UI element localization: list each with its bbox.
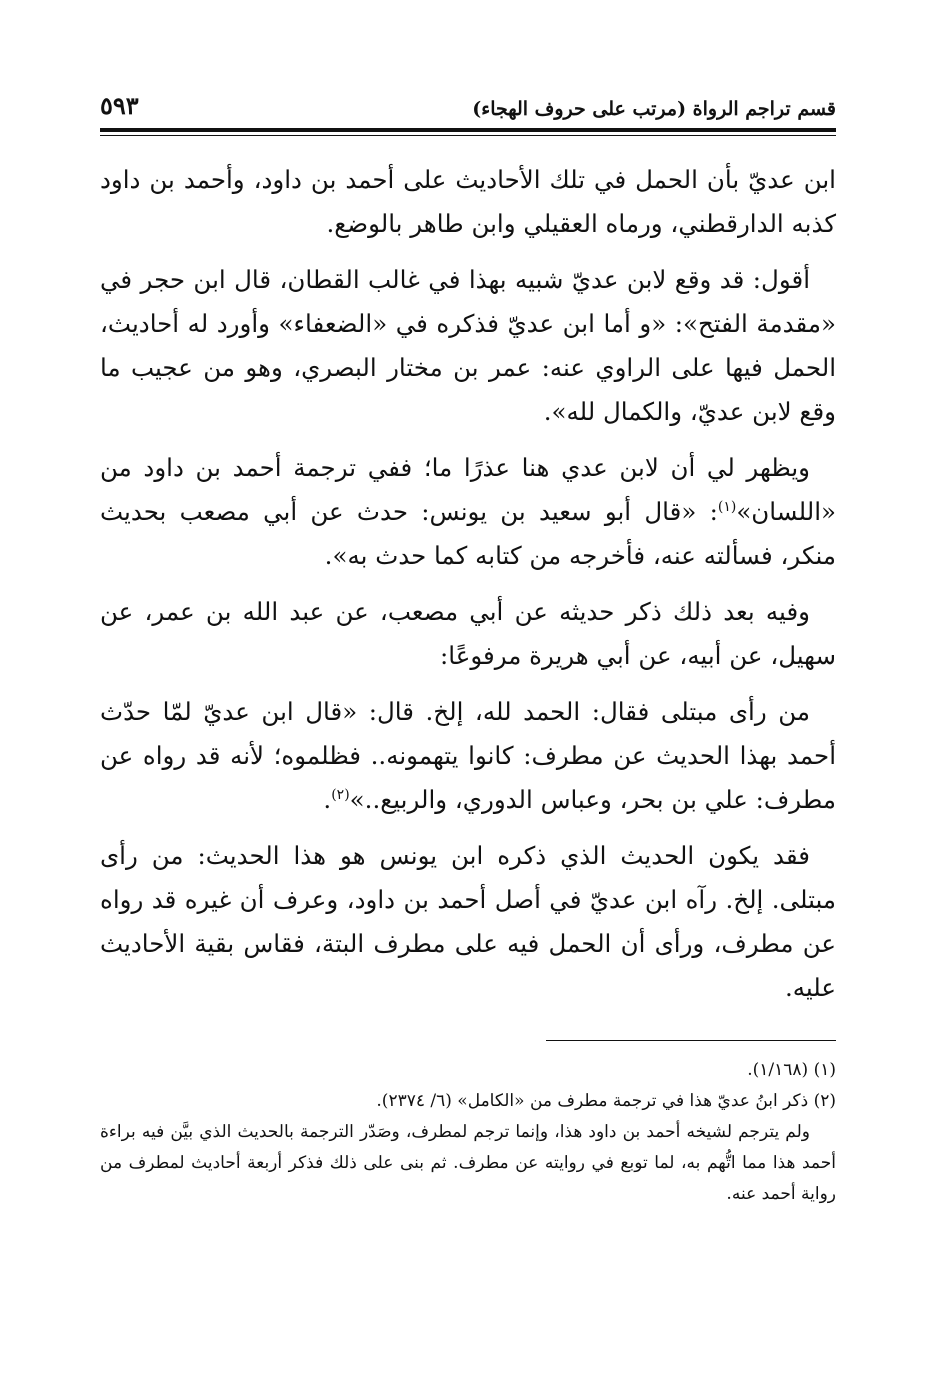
footnote-separator: [546, 1040, 836, 1041]
paragraph-3: [100, 446, 836, 578]
page-number: ٥٩٣: [100, 91, 139, 120]
footnote-2: (٢) ذكر ابنُ عديّ هذا في ترجمة مطرف من «الكامل» (٦/ ٢٣٧٤).: [376, 1091, 836, 1111]
footnote-2-continuation: ولم يترجم لشيخه أحمد بن داود هذا، وإنما ترجم لمطرف، وصَدّر الترجمة بالحديث الذي بيَّن فيه براءة أحمد هذا مما اتُّهم به، لما توبع في روايته عن مطرف. ثم بنى على ذلك فذكر أربعة أحاديث لمطرف من رواية أحمد عنه.: [100, 1122, 836, 1204]
paragraph-3-text-after: : «قال أبو سعيد بن يونس: حدث عن أبي مصعب بحديث منكر، فسألته عنه، فأخرجه من كتابه كما حدث به».: [100, 497, 836, 570]
document-page: [100, 80, 836, 1210]
main-text: [100, 158, 836, 1010]
paragraph-1: ابن عديّ بأن الحمل في تلك الأحاديث على أحمد بن داود، وأحمد بن داود كذبه الدارقطني، ورماه العقيلي وابن طاهر بالوضع.: [100, 165, 836, 238]
paragraph-6: فقد يكون الحديث الذي ذكره ابن يونس هو هذا الحديث: من رأى مبتلى. إلخ. رآه ابن عديّ في أصل أحمد بن داود، وعرف أن غيره قد رواه عن مطرف، ورأى أن الحمل فيه على مطرف البتة، فقاس بقية الأحاديث عليه.: [100, 841, 836, 1002]
paragraph-3-text-before: ويظهر لي أن لابن عدي هنا عذرًا ما؛ ففي ترجمة أحمد بن داود من «اللسان»: [100, 453, 836, 526]
header-title: قسم تراجم الرواة (مرتب على حروف الهجاء): [472, 98, 836, 120]
paragraph-5-text-before: من رأى مبتلى فقال: الحمد لله، إلخ. قال: «قال ابن عديّ لمّا حدّث أحمد بهذا الحديث عن مطرف: كانوا يتهمونه.. فظلموه؛ لأنه قد رواه عن مطرف: علي بن بحر، وعباس الدوري، والربيع..»: [100, 697, 836, 814]
header-rule: [100, 128, 836, 136]
running-header: [100, 80, 836, 120]
footnote-marker-1[interactable]: (١): [717, 498, 737, 515]
footnote-1: (١) (١/١٦٨).: [747, 1060, 836, 1080]
footnote-marker-2[interactable]: (٢): [331, 786, 350, 803]
paragraph-4: وفيه بعد ذلك ذكر حديثه عن أبي مصعب، عن عبد الله بن عمر، عن سهيل، عن أبيه، عن أبي هريرة مرفوعًا:: [100, 597, 836, 670]
paragraph-2: أقول: قد وقع لابن عديّ شبيه بهذا في غالب القطان، قال ابن حجر في «مقدمة الفتح»: «و أما ابن عديّ فذكره في «الضعفاء» وأورد له أحاديث، الحمل فيها على الراوي عنه: عمر بن مختار البصري، وهو من عجيب ما وقع لابن عديّ، والكمال لله».: [100, 265, 836, 426]
paragraph-5: [100, 690, 836, 822]
footnotes: [100, 1055, 836, 1210]
paragraph-5-text-after: .: [323, 785, 332, 814]
